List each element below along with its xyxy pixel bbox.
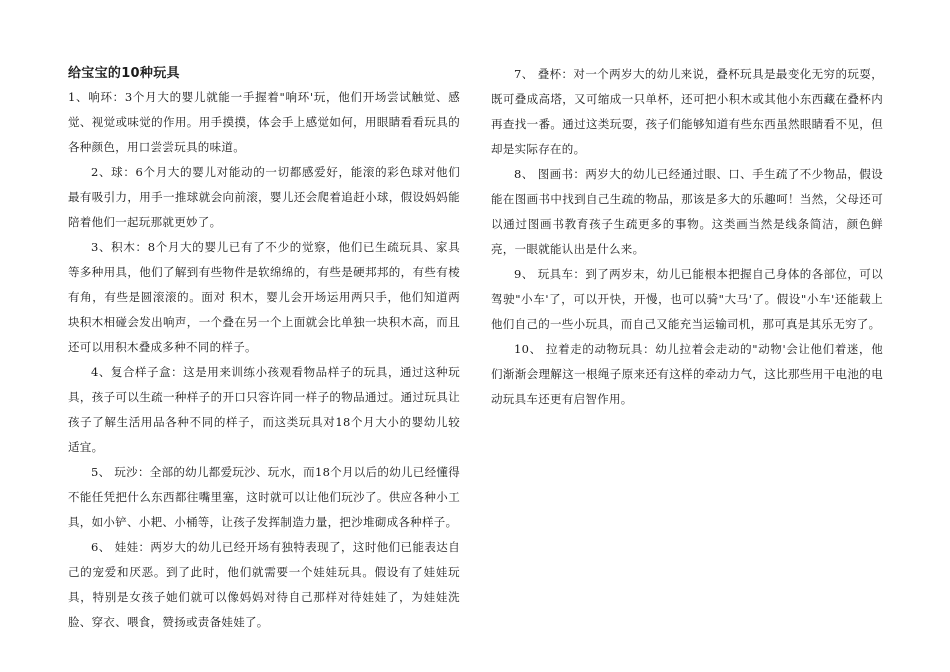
- paragraph-sand: 5、 玩沙：全部的幼儿都爱玩沙、玩水，而18个月以后的幼儿已经懂得不能任凭把什么东西都往嘴里塞，这时就可以让他们玩沙了。供应各种小工具，如小铲、小耙、小桶等，让孩子发挥制造力量，把沙堆砌成各种样子。: [68, 465, 461, 529]
- paragraph-pull-toy: 10、 拉着走的动物玩具：幼儿拉着会走动的"动物'会让他们着迷，他们渐渐会理解这一根绳子原来还有这样的牵动力气，这比那些用干电池的电动玩具车还更有启智作用。: [491, 342, 883, 406]
- paragraph-shape-box: 4、复合样子盒：这是用来训练小孩观看物品样子的玩具，通过这种玩具，孩子可以生疏一种样子的开口只容许同一样子的物品通过。通过玩具让孩子了解生活用品各种不同的样子，而这类玩具对18个月大小的婴幼儿较适宜。: [68, 365, 460, 454]
- paragraph-toy-car: 9、 玩具车：到了两岁末，幼儿已能根本把握自己身体的各部位，可以驾驶"小车'了，可以开快，开慢，也可以骑"大马'了。假设"小车'还能载上他们自己的一些小玩具，而自己又能充当运输司机，那可真是其乐无穷了。: [491, 267, 883, 331]
- paragraph-picture-book: 8、 图画书：两岁大的幼儿已经通过眼、口、手生疏了不少物品，假设能在图画书中找到自己生疏的物品，那该是多大的乐趣呵！当然，父母还可以通过图画书教育孩子生疏更多的事物。这类画当然是线条简洁，颜色鲜亮，一眼就能认出是什么来。: [491, 167, 883, 256]
- document-title: 给宝宝的10种玩具: [68, 66, 180, 81]
- paragraph-stacking-cups: 7、 叠杯：对一个两岁大的幼儿来说，叠杯玩具是最变化无穷的玩耍，既可叠成高塔，又可缩成一只单杯，还可把小积木或其他小东西藏在叠杯内再查找一番。通过这类玩耍，孩子们能够知道有些东西虽然眼睛看不见，但却是实际存在的。: [491, 67, 883, 156]
- paragraph-rattle: 1、响环：3个月大的婴儿就能一手握着"响环'玩，他们开场尝试触觉、感觉、视觉或味觉的作用。用手摸摸，体会手上感觉如何，用眼睛看看玩具的各种颜色，用口尝尝玩具的味道。: [68, 90, 460, 154]
- left-column: [68, 62, 460, 635]
- paragraph-doll: 6、 娃娃：两岁大的幼儿已经开场有独特表现了，这时他们已能表达自己的宠爱和厌恶。到了此时，他们就需要一个娃娃玩具。假设有了娃娃玩具，特别是女孩子她们就可以像妈妈对待自己那样对待娃娃了，为娃娃洗脸、穿衣、喂食，赞扬或责备娃娃了。: [68, 540, 460, 629]
- paragraph-blocks: 3、积木：8个月大的婴儿已有了不少的觉察，他们已生疏玩具、家具等多种用具，他们了解到有些物件是软绵绵的，有些是硬邦邦的，有些有棱有角，有些是圆滚滚的。面对 积木，婴儿会开场运用两只手，他们知道两块积木相碰会发出响声，一个叠在另一个上面就会比单独一块积木高，而且还可以用积木叠成多种不同的样子。: [68, 240, 460, 354]
- paragraph-ball: 2、球：6个月大的婴儿对能动的一切都感爱好，能滚的彩色球对他们最有吸引力，用手一推球就会向前滚，婴儿还会爬着追赶小球，假设妈妈能陪着他们一起玩那就更妙了。: [68, 165, 460, 229]
- right-column: [491, 62, 883, 412]
